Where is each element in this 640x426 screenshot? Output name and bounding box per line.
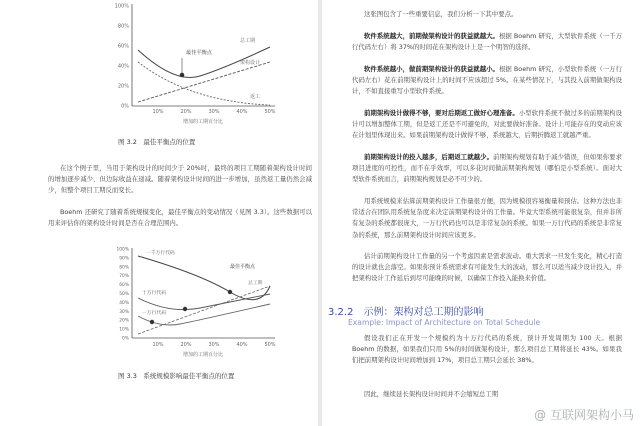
fig1-y-tick-label: 40% — [117, 63, 129, 70]
fig1-xlabel: 增加的工期百分比 — [182, 119, 224, 125]
fig2-xlabel: 增加的工期百分比 — [182, 352, 224, 358]
label-arch: 架构设计 — [240, 60, 261, 66]
right-paragraph-1: 软件系统越大，前期做架构设计的获益就越大。根据 Boehm 研究，大型软件系统（一千万行代码左右）将 37%的时间花在架构设计上是一个明智的选择。 — [352, 32, 622, 52]
label-optimum-2: 最佳平衡点 — [230, 264, 256, 270]
fig2-x-tick-label: 50% — [264, 342, 276, 348]
fig2-x-tick-label: 10% — [152, 342, 164, 348]
fig1-y-tick-label: 0% — [121, 103, 129, 110]
label-total-2: 总工期 — [248, 281, 263, 286]
right-paragraph-4: 前期架构设计的投入越多，后期返工就越少。前期架构规划有助于减少错误，但如果你要求项目进度的可控性，而不在乎效率，可以多花时间做前期架构规划（哪怕是小型系统）。面对大型软件系统而言，前期架构规划是必不可少的。 — [352, 153, 623, 184]
label-optimum: 最佳平衡点 — [186, 50, 212, 56]
right-paragraph-5: 用系统规模来估算前期架构设计工作量很方便，因为规模很容易衡量和预估。这种方法也非常适合在团队用系统复杂度来决定前期架构设计的工作量。毕竟大型系统可能很复杂，但并非所有复杂的系统都很庞大，一万行代码也可以是非常复杂的系统。如果一万行代码的系统是非常复杂的系统，那么前期架构设计时间应该更多。 — [352, 197, 622, 239]
fig2-y-tick-label: 30% — [119, 309, 129, 315]
left-paragraph-2: Boehm 还研究了随着系统规模变化，最佳平衡点的变动情况（见图 3.3）。这些数据可以用来评估你的架构设计时间是否在合理范围内。 — [48, 208, 312, 228]
fig2-y-tick-label: 60% — [119, 283, 129, 289]
right-paragraph-3: 前期架构设计做得不够，要对后期返工做好心理准备。小型软件系统不做过多的前期架构设计可以增加整体工期，但是返工还是不可避免的，对此要做好准备。设计上可能存在的变动应该在计划里体现出来。如果前期架构设计做得不够，系统越大，后期折腾返工就越严重。 — [352, 109, 623, 140]
section-title: 3.2.2 示例：架构对总工期的影响 — [328, 307, 484, 318]
fig2-y-tick-label: 40% — [119, 300, 129, 306]
p3-bold: 前期架构设计做得不够，要对后期返工做好心理准备。 — [364, 109, 519, 117]
fig2-y-tick-label: 20% — [119, 318, 129, 324]
fig2-y-tick-label: 50% — [119, 292, 129, 297]
left-page — [0, 0, 318, 426]
figure-3-2-caption: 图 3.2 最佳平衡点的位置 — [118, 138, 196, 146]
optimum-point — [180, 73, 185, 78]
label-ten-thousand: 一万行代码 — [142, 311, 166, 316]
label-total: 总工期 — [240, 38, 256, 44]
right-paragraph-6: 估计前期架构设计工作量的另一个考虑因素是需求波动。重大需求一旦发生变化，精心打造的设计就也会落空。如果你预计系统需求有可能发生大的波动，那么可以适当减少设计投入，并把架构设计工作延后到尽可能晚的时候，以确保工作投入能换来价值。 — [352, 252, 622, 283]
label-ten-million: 一千万行代码 — [146, 251, 175, 256]
figure-3-2 — [90, 2, 290, 130]
fig1-y-tick-label: 100% — [114, 3, 129, 10]
fig1-x-tick-label: 10% — [152, 109, 164, 115]
p2-bold: 软件系统越小，做前期架构设计的获益就越小。 — [364, 65, 499, 73]
fig2-x-tick-label: 20% — [180, 342, 192, 348]
hundred-thousand-loc-curve — [138, 294, 270, 310]
watermark: @ 互联网架构小马 — [534, 408, 634, 422]
fig1-x-tick-label: 50% — [264, 109, 276, 115]
fig2-x-tick-label: 40% — [236, 342, 248, 348]
right-paragraph-8: 因此，继续延长架构设计时间并不会缩短总工期 — [364, 390, 499, 398]
optimum-point-mid — [183, 307, 187, 311]
fig2-x-tick-label: 30% — [208, 342, 220, 348]
left-paragraph-1: 在这个例子里，当用于架构设计的时间少于 20%时，最终的项目工期随着架构设计时间的增加逐步减少，但边际收益在递减。随着架构设计时间的进一步增加，虽然返工量仍然会减少，但整个项目工期反而变长。 — [48, 164, 312, 195]
label-hundred-thousand: 十万行代码 — [142, 291, 166, 296]
right-intro: 这张图包含了一些重要信息，我们分析一下其中要点。 — [364, 10, 518, 18]
right-paragraph-2: 软件系统越小，做前期架构设计的获益就越小。根据 Boehm 研究，小型软件系统（一万行代码左右）花在前期架构设计上的时间不应该超过 5%。在某些情况下，与其投入前期做架构设计，不如直接重写小型软件系统。 — [352, 65, 622, 96]
p1-bold: 软件系统越大，前期做架构设计的获益就越大。 — [364, 32, 499, 40]
fig1-x-tick-label: 40% — [236, 109, 248, 115]
label-rework: 返工 — [250, 94, 261, 100]
fig1-x-tick-label: 30% — [208, 109, 220, 115]
right-paragraph-7: 假设我们正在开发一个规模约为十万行代码的系统，预计开发周期为 100 天。根据 Boehm 的数据，如果我们只用 5%的时间做架构设计，那么项目总工期将延长 43%。如果我们把前期架构设计时间增加到 17%，项目总工期只会延长 38%。 — [352, 334, 622, 365]
optimum-point-small — [150, 320, 154, 324]
right-page — [322, 0, 640, 426]
fig2-y-tick-label: 70% — [119, 274, 129, 280]
fig2-y-tick-label: 10% — [119, 327, 129, 333]
fig1-y-tick-label: 60% — [117, 43, 129, 50]
fig2-y-tick-label: 100% — [116, 247, 129, 253]
fig1-x-tick-label: 20% — [180, 109, 192, 115]
fig1-y-tick-label: 20% — [117, 83, 129, 90]
fig2-y-tick-label: 80% — [119, 265, 129, 271]
optimum-point-large — [228, 290, 232, 294]
figure-3-3 — [90, 246, 290, 366]
section-subtitle-en: Example: Impact of Architecture on Total Schedule — [348, 318, 541, 327]
p4-bold: 前期架构设计的投入越多，后期返工就越少。 — [364, 153, 494, 161]
figure-3-3-caption: 图 3.3 系统规模影响最佳平衡点的位置 — [118, 372, 235, 380]
fig2-y-tick-label: 90% — [119, 256, 129, 262]
fig1-y-tick-label: 80% — [117, 23, 129, 30]
fig2-y-tick-label: 0% — [122, 336, 129, 342]
